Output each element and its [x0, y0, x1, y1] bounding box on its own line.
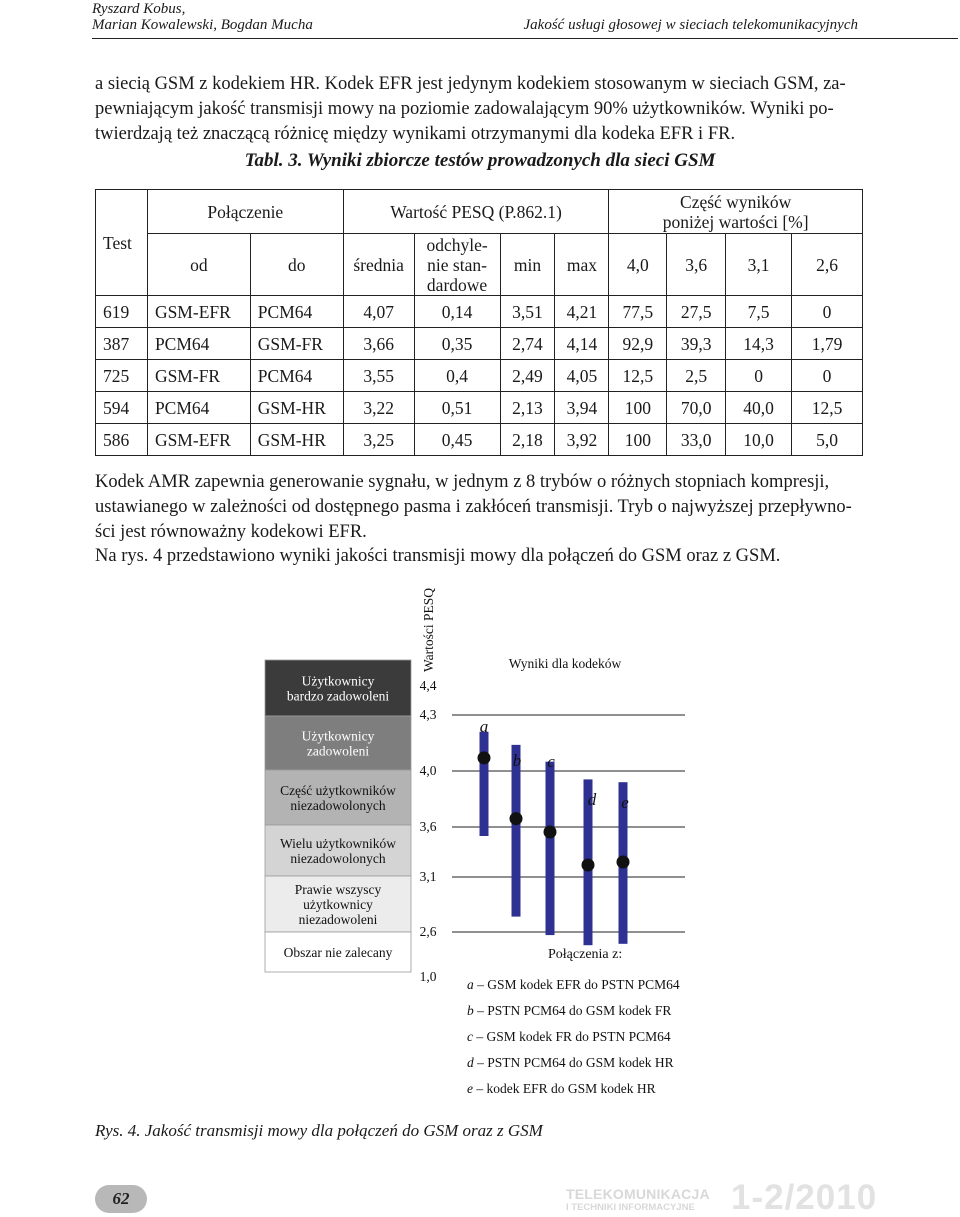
cell-to: PCM64 [250, 296, 343, 328]
cell-std: 0,35 [414, 328, 500, 360]
header-below-line1: Część wyników [680, 191, 792, 212]
y-tick-label: 4,0 [419, 763, 437, 778]
rating-band [265, 876, 411, 932]
cell-below-3-1: 0 [726, 360, 792, 392]
legend-text: – PSTN PCM64 do GSM kodek HR [473, 1055, 674, 1070]
legend-key: a [467, 977, 474, 992]
cell-min: 2,13 [500, 392, 555, 424]
legend-key: c [467, 1029, 473, 1044]
cell-max: 3,92 [555, 424, 609, 456]
range-bar [546, 762, 555, 935]
cell-from: GSM-EFR [147, 424, 250, 456]
header-test: Test [96, 190, 148, 296]
legend-key: b [467, 1003, 474, 1018]
legend-text: – GSM kodek EFR do PSTN PCM64 [473, 977, 680, 992]
header-connection: Połączenie [147, 190, 343, 234]
legend-item [467, 1029, 671, 1044]
cell-min: 2,18 [500, 424, 555, 456]
mean-point [544, 826, 557, 839]
legend-item [467, 1081, 656, 1096]
cell-below-3-6: 2,5 [667, 360, 726, 392]
text-line: Na rys. 4 przedstawiono wyniki jakości transmisji mowy dla połączeń do GSM oraz z GSM. [95, 546, 781, 566]
rating-band-label: Wielu użytkowników [279, 836, 397, 851]
text-line: Kodek AMR zapewnia generowanie sygnału, w jednym z 8 trybów o różnych stopniach kompresji, [95, 472, 830, 492]
cell-std: 0,51 [414, 392, 500, 424]
magazine-name-line2: I TECHNIKI INFORMACYJNE [566, 1202, 695, 1213]
figure-caption: Rys. 4. Jakość transmisji mowy dla połączeń do GSM oraz z GSM [95, 1121, 543, 1140]
rating-band [265, 770, 411, 825]
cell-mean: 3,25 [343, 424, 414, 456]
cell-max: 4,14 [555, 328, 609, 360]
range-bar [512, 745, 521, 917]
rating-band-label: Użytkownicy [301, 728, 375, 744]
rating-band [265, 660, 411, 716]
y-tick-label: 2,6 [419, 924, 437, 939]
header-threshold-3-6: 3,6 [667, 234, 726, 296]
text-line: a siecią GSM z kodekiem HR. Kodek EFR jest jedynym kodekiem stosowanym w sieciach GSM, za- [95, 74, 846, 94]
rating-band-label: użytkownicy [303, 897, 373, 912]
page-number: 62 [95, 1185, 147, 1213]
mean-point [510, 812, 523, 825]
cell-std: 0,14 [414, 296, 500, 328]
legend-item [467, 977, 680, 992]
header-title: Jakość usługi głosowej w sieciach telekomunikacyjnych [523, 17, 858, 33]
header-from: od [147, 234, 250, 296]
series-label: c [547, 752, 555, 771]
cell-std: 0,4 [414, 360, 500, 392]
cell-max: 3,94 [555, 392, 609, 424]
cell-below-4-0: 12,5 [609, 360, 667, 392]
cell-to: GSM-HR [250, 424, 343, 456]
cell-min: 2,74 [500, 328, 555, 360]
cell-to: GSM-FR [250, 328, 343, 360]
cell-min: 2,49 [500, 360, 555, 392]
rating-band-label: zadowoleni [306, 743, 370, 759]
y-tick-label: 1,0 [419, 969, 437, 984]
cell-below-3-6: 39,3 [667, 328, 726, 360]
series-label: a [479, 717, 489, 736]
legend-item [467, 1003, 671, 1018]
cell-mean: 4,07 [343, 296, 414, 328]
legend-key: e [467, 1081, 473, 1096]
cell-below-4-0: 92,9 [609, 328, 667, 360]
series-label: e [621, 793, 629, 812]
header-below-line2: poniżej wartości [%] [662, 211, 809, 232]
cell-max: 4,05 [555, 360, 609, 392]
rating-band-label: Obszar nie zalecany [283, 945, 393, 960]
cell-below-4-0: 100 [609, 392, 667, 424]
cell-test: 725 [96, 360, 148, 392]
legend-text: – kodek EFR do GSM kodek HR [473, 1081, 656, 1096]
cell-min: 3,51 [500, 296, 555, 328]
cell-below-2-6: 0 [792, 360, 863, 392]
cell-max: 4,21 [555, 296, 609, 328]
header-std-line3: dardowe [426, 274, 488, 295]
legend-text: – PSTN PCM64 do GSM kodek FR [473, 1003, 672, 1018]
rating-band-label: bardzo zadowoleni [286, 688, 390, 704]
cell-below-3-6: 27,5 [667, 296, 726, 328]
chart-title: Wyniki dla kodeków [508, 656, 622, 671]
cell-below-3-1: 14,3 [726, 328, 792, 360]
cell-below-3-6: 70,0 [667, 392, 726, 424]
header-author-line2: Marian Kowalewski, Bogdan Mucha [92, 17, 313, 33]
cell-below-3-6: 33,0 [667, 424, 726, 456]
text-line: pewniającym jakość transmisji mowy na poziomie zadowalającym 90% użytkowników. Wyniki po- [95, 99, 834, 119]
rating-band [265, 932, 411, 972]
header-threshold-3-1: 3,1 [726, 234, 792, 296]
cell-below-4-0: 100 [609, 424, 667, 456]
cell-test: 586 [96, 424, 148, 456]
header-pesq: Wartość PESQ (P.862.1) [343, 190, 609, 234]
header-to: do [250, 234, 343, 296]
y-tick-label: 3,1 [419, 869, 437, 884]
cell-to: PCM64 [250, 360, 343, 392]
cell-below-3-1: 7,5 [726, 296, 792, 328]
rating-band-label: Część użytkowników [280, 783, 396, 798]
rating-band-label: niezadowolonych [290, 798, 386, 813]
header-std-line2: nie stan- [427, 254, 487, 275]
legend-item [467, 1055, 674, 1070]
rating-band-label: Użytkownicy [301, 673, 375, 689]
cell-below-2-6: 12,5 [792, 392, 863, 424]
cell-below-3-1: 40,0 [726, 392, 792, 424]
cell-below-2-6: 0 [792, 296, 863, 328]
y-axis-label: Wartości PESQ [421, 587, 436, 672]
cell-from: PCM64 [147, 392, 250, 424]
rating-band [265, 716, 411, 770]
header-threshold-2-6: 2,6 [792, 234, 863, 296]
y-tick-label: 4,4 [419, 678, 437, 693]
mean-point [617, 856, 630, 869]
header-min: min [500, 234, 555, 296]
cell-std: 0,45 [414, 424, 500, 456]
cell-from: GSM-EFR [147, 296, 250, 328]
series-c [544, 752, 557, 935]
header-threshold-4-0: 4,0 [609, 234, 667, 296]
header-max: max [555, 234, 609, 296]
cell-test: 594 [96, 392, 148, 424]
cell-mean: 3,55 [343, 360, 414, 392]
mean-point [582, 859, 595, 872]
text-line: twierdzają też znaczącą różnicę między wynikami otrzymanymi dla kodeka EFR i FR. [95, 124, 736, 144]
header-mean: średnia [343, 234, 414, 296]
rating-band-label: niezadowoleni [298, 912, 378, 927]
y-tick-label: 4,3 [419, 707, 437, 722]
range-bar [480, 732, 489, 836]
legend-text: – GSM kodek FR do PSTN PCM64 [473, 1029, 671, 1044]
cell-below-2-6: 1,79 [792, 328, 863, 360]
magazine-name-line1: TELEKOMUNIKACJA [566, 1186, 710, 1202]
rating-band-label: Prawie wszyscy [294, 882, 382, 897]
cell-test: 387 [96, 328, 148, 360]
rating-band-label: niezadowolonych [290, 851, 386, 866]
rating-band [265, 825, 411, 876]
text-line: ści jest równoważny kodekowi EFR. [95, 522, 367, 542]
cell-below-4-0: 77,5 [609, 296, 667, 328]
cell-test: 619 [96, 296, 148, 328]
legend-title: Połączenia z: [548, 947, 623, 962]
cell-mean: 3,66 [343, 328, 414, 360]
cell-below-2-6: 5,0 [792, 424, 863, 456]
series-e [617, 782, 630, 944]
cell-to: GSM-HR [250, 392, 343, 424]
series-label: d [587, 790, 597, 809]
legend-key: d [467, 1055, 474, 1070]
cell-below-3-1: 10,0 [726, 424, 792, 456]
series-d [582, 779, 597, 945]
header-author-line1: Ryszard Kobus, [92, 1, 186, 17]
series-label: b [512, 751, 522, 770]
header-std-line1: odchyle- [426, 234, 488, 255]
series-a [478, 717, 491, 836]
cell-from: PCM64 [147, 328, 250, 360]
table-caption: Tabl. 3. Wyniki zbiorcze testów prowadzonych dla sieci GSM [244, 150, 716, 171]
y-tick-label: 3,6 [419, 819, 437, 834]
issue-number: 1-2/2010 [731, 1178, 878, 1217]
cell-from: GSM-FR [147, 360, 250, 392]
mean-point [478, 751, 491, 764]
text-line: ustawianego w zależności od dostępnego pasma i zakłóceń transmisji. Tryb o najwyższej przepływno- [95, 497, 852, 517]
cell-mean: 3,22 [343, 392, 414, 424]
